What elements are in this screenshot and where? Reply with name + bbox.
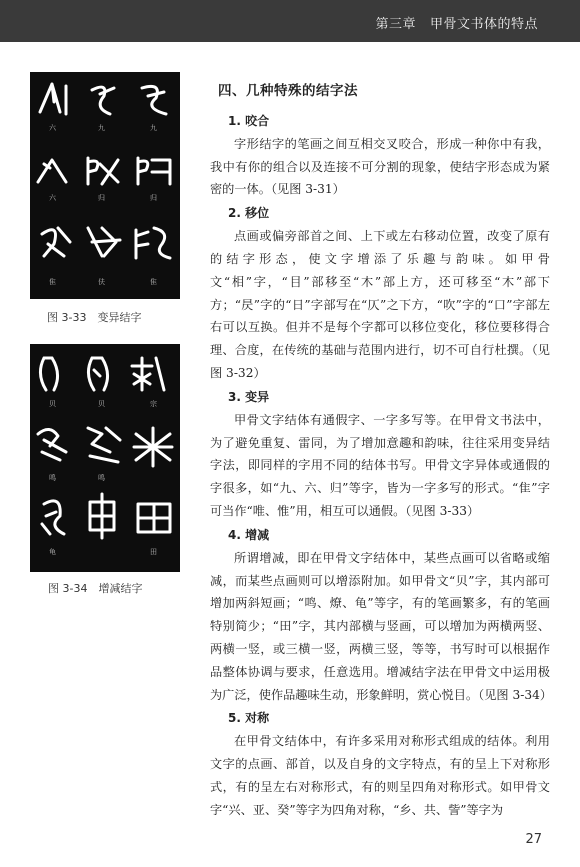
paragraph-3: 甲骨文字结体有通假字、一字多写等。在甲骨文书法中，为了避免重复、雷同，为了增加意趣和韵味，往往采用变异结字法，即同样的字用不同的结体书写。甲骨文字异体或通假的字很多，如“九、六、归”等字，皆为一字多写的形式。“隹”字可当作“唯、惟”用，相互可以通假。（见图 3-33） [210, 412, 550, 518]
subsection-heading-5: 5. 对称 [228, 711, 270, 726]
glyph-label-9: 隹 [150, 278, 157, 286]
paragraph-1: 字形结字的笔画之间互相交叉咬合，形成一种你中有我，我中有你的组合以及连接不可分割的现象，使结字形态成为紧密的一体。（见图 3-31） [210, 136, 550, 197]
glyph-9 [138, 504, 170, 532]
glyph-label-5: 归 [98, 194, 105, 202]
section-title: 四、几种特殊的结字法 [218, 83, 358, 99]
glyph-3 [142, 86, 166, 114]
glyph-label-1: 六 [49, 124, 56, 132]
glyph-9 [136, 228, 170, 258]
glyph-label-2: 九 [98, 124, 105, 132]
figure-3-33-caption: 图 3-33 变异结字 [47, 311, 142, 324]
glyph-label-9: 田 [150, 548, 157, 556]
glyph-1 [40, 358, 57, 390]
page-number: 27 [525, 832, 542, 847]
glyph-5 [88, 428, 120, 462]
glyph-6 [134, 428, 172, 466]
figure-3-34-caption: 图 3-34 增减结字 [48, 582, 143, 595]
glyph-label-6: 归 [150, 194, 157, 202]
glyph-4 [38, 429, 66, 460]
glyph-8 [90, 494, 114, 538]
glyph-6 [138, 158, 170, 184]
glyph-label-4: 六 [49, 194, 56, 202]
figure-3-34-image [30, 344, 180, 572]
paragraph-2: 点画或偏旁部首之间、上下或左右移动位置，改变了原有的结字形态，使文字增添了乐趣与韵味。如甲骨文“相”字，“目”部移至“木”部上方，还可移至“木”部下方；“昃”字的“日”字部写在“仄”之下方，“吹”字的“口”字部左右可以互换。但并不是每个字都可以移位变化，移位要移得合理、合度，在传统的基础与范围内进行，切不可自行杜撰。（见图 3-32） [210, 229, 550, 380]
glyph-label-7: 隹 [49, 278, 56, 286]
figure-3-33-image [30, 72, 180, 299]
paragraph-4: 所谓增减，即在甲骨文字结体中，某些点画可以省略或缩减，而某些点画则可以增添附加。如甲骨文“贝”字，其内部可增加两斜短画；“鸣、燎、龟”等字，有的笔画繁多，有的笔画特别简少；“田”字，其内部横与竖画，可以增加为两横两竖、两横一竖，或三横一竖，两横三竖，等等，书写时可以根据作品整体协调与要求，任意选用。增减结字法在甲骨文中运用极为广泛，使作品趣味生动，形象鲜明，赏心悦目。（见图 3-34） [210, 550, 553, 702]
subsection-heading-4: 4. 增减 [228, 527, 270, 542]
glyph-5 [88, 158, 118, 184]
chapter-title: 甲骨文书体的特点 [429, 17, 538, 32]
glyph-2 [92, 87, 114, 114]
glyph-label-3: 宗 [150, 400, 157, 408]
glyph-label-5: 鸣 [98, 474, 105, 482]
oracle-bone-glyphs-1 [30, 72, 180, 299]
glyph-1 [40, 84, 66, 114]
glyph-8 [88, 228, 120, 256]
glyph-7 [42, 501, 64, 534]
subsection-heading-2: 2. 移位 [228, 206, 270, 221]
body-text [210, 80, 553, 822]
subsection-heading-3: 3. 变异 [228, 389, 270, 404]
running-head [361, 13, 538, 32]
glyph-label-7: 龟 [49, 548, 56, 556]
glyph-3 [132, 358, 164, 390]
glyph-label-8: 伕 [98, 278, 105, 286]
chapter-label: 第三章 [375, 17, 416, 32]
glyph-4 [38, 160, 66, 182]
paragraph-5: 在甲骨文结体中，有许多采用对称形式组成的结体。利用文字的点画、部首，以及自身的文字特点，有的呈上下对称形式，有的呈左右对称形式，有的则呈四角对称形式。如甲骨文字“兴、亚、癸”等字为四角对称，“乡、共、訾”等字为 [210, 734, 550, 817]
glyph-label-1: 贝 [49, 400, 56, 408]
glyph-2 [88, 358, 107, 390]
oracle-bone-glyphs-2 [30, 344, 180, 572]
glyph-label-3: 九 [150, 124, 157, 132]
glyph-7 [42, 228, 70, 256]
glyph-label-4: 鸣 [49, 474, 56, 482]
subsection-heading-1: 1. 咬合 [228, 113, 270, 128]
glyph-label-2: 贝 [98, 400, 105, 408]
page-header [0, 0, 580, 42]
